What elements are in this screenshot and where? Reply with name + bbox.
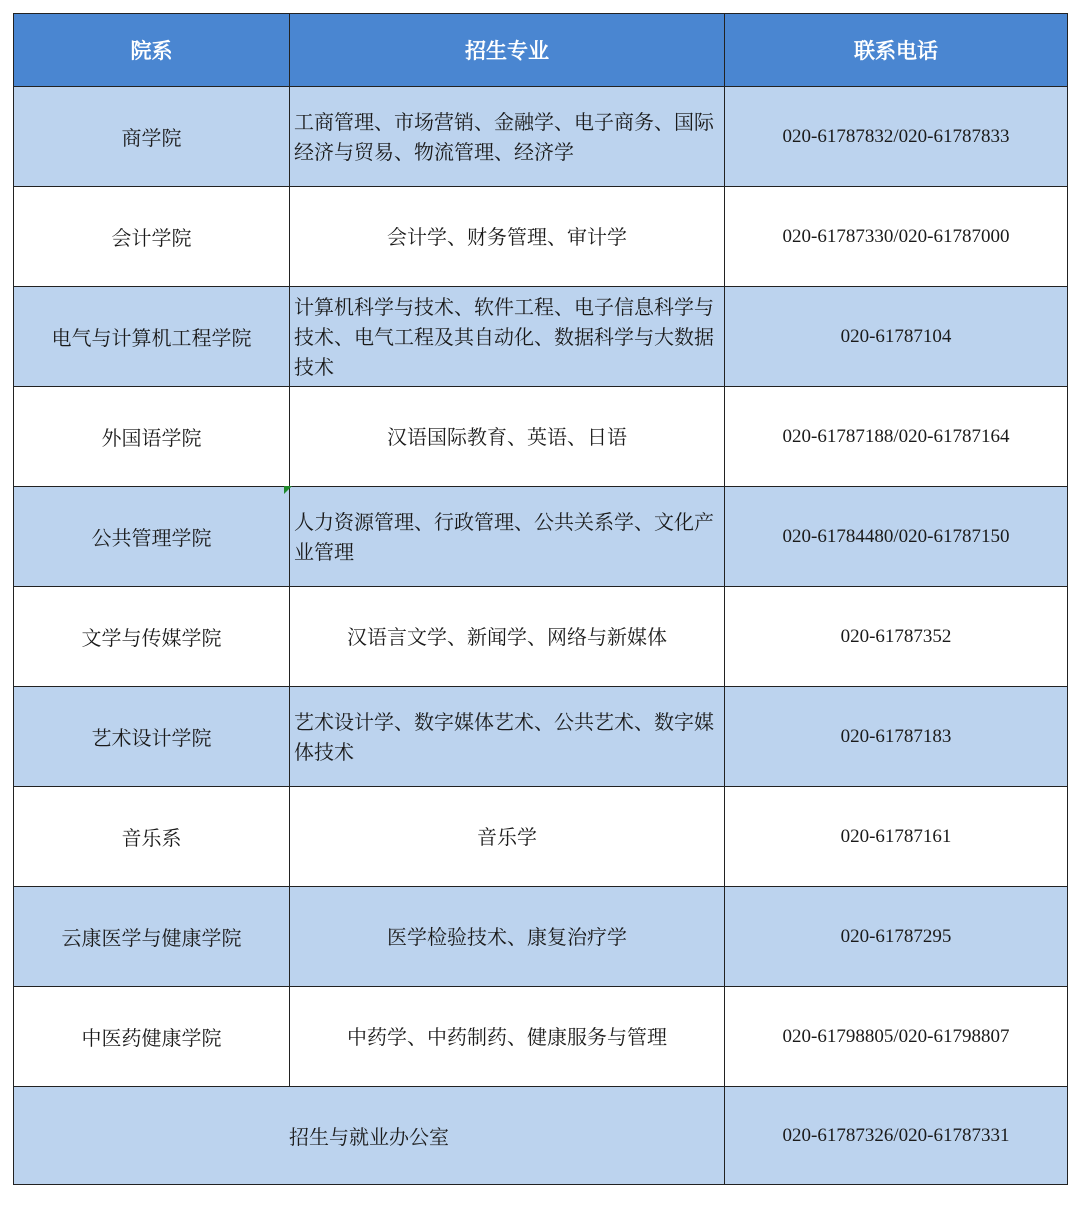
majors-cell: 汉语国际教育、英语、日语 — [290, 387, 725, 487]
majors-cell: 会计学、财务管理、审计学 — [290, 187, 725, 287]
majors-cell: 汉语言文学、新闻学、网络与新媒体 — [290, 587, 725, 687]
department-cell: 外国语学院 — [14, 387, 290, 487]
phone-cell: 020-61787104 — [725, 287, 1068, 387]
department-cell: 文学与传媒学院 — [14, 587, 290, 687]
department-cell: 云康医学与健康学院 — [14, 887, 290, 987]
office-name-cell: 招生与就业办公室 — [14, 1087, 725, 1185]
comment-marker-icon — [284, 486, 292, 494]
majors-cell: 音乐学 — [290, 787, 725, 887]
table-row — [14, 887, 1068, 987]
department-cell: 艺术设计学院 — [14, 687, 290, 787]
table-row — [14, 87, 1068, 187]
phone-cell: 020-61787330/020-61787000 — [725, 187, 1068, 287]
header-department: 院系 — [14, 14, 290, 87]
table-row — [14, 187, 1068, 287]
contact-table — [13, 13, 1068, 1185]
table-row — [14, 287, 1068, 387]
header-phone: 联系电话 — [725, 14, 1068, 87]
department-cell: 电气与计算机工程学院 — [14, 287, 290, 387]
majors-cell: 医学检验技术、康复治疗学 — [290, 887, 725, 987]
majors-cell — [290, 487, 725, 587]
table-row — [14, 387, 1068, 487]
table-header-row — [14, 14, 1068, 87]
department-cell: 商学院 — [14, 87, 290, 187]
phone-cell: 020-61787832/020-61787833 — [725, 87, 1068, 187]
department-cell: 公共管理学院 — [14, 487, 290, 587]
majors-cell: 工商管理、市场营销、金融学、电子商务、国际经济与贸易、物流管理、经济学 — [290, 87, 725, 187]
table-row — [14, 987, 1068, 1087]
phone-cell: 020-61787183 — [725, 687, 1068, 787]
table-row — [14, 687, 1068, 787]
phone-cell: 020-61787352 — [725, 587, 1068, 687]
majors-text: 人力资源管理、行政管理、公共关系学、文化产业管理 — [294, 509, 714, 564]
majors-cell: 艺术设计学、数字媒体艺术、公共艺术、数字媒体技术 — [290, 687, 725, 787]
department-cell: 音乐系 — [14, 787, 290, 887]
phone-cell: 020-61787161 — [725, 787, 1068, 887]
office-phone-cell: 020-61787326/020-61787331 — [725, 1087, 1068, 1185]
table-row — [14, 787, 1068, 887]
department-cell: 中医药健康学院 — [14, 987, 290, 1087]
phone-cell: 020-61787188/020-61787164 — [725, 387, 1068, 487]
contact-table-container — [13, 13, 1067, 1185]
phone-cell: 020-61787295 — [725, 887, 1068, 987]
phone-cell: 020-61784480/020-61787150 — [725, 487, 1068, 587]
office-row — [14, 1087, 1068, 1185]
table-row — [14, 587, 1068, 687]
majors-cell: 中药学、中药制药、健康服务与管理 — [290, 987, 725, 1087]
department-cell: 会计学院 — [14, 187, 290, 287]
header-majors: 招生专业 — [290, 14, 725, 87]
phone-cell: 020-61798805/020-61798807 — [725, 987, 1068, 1087]
majors-cell: 计算机科学与技术、软件工程、电子信息科学与技术、电气工程及其自动化、数据科学与大数据技术 — [290, 287, 725, 387]
table-row — [14, 487, 1068, 587]
